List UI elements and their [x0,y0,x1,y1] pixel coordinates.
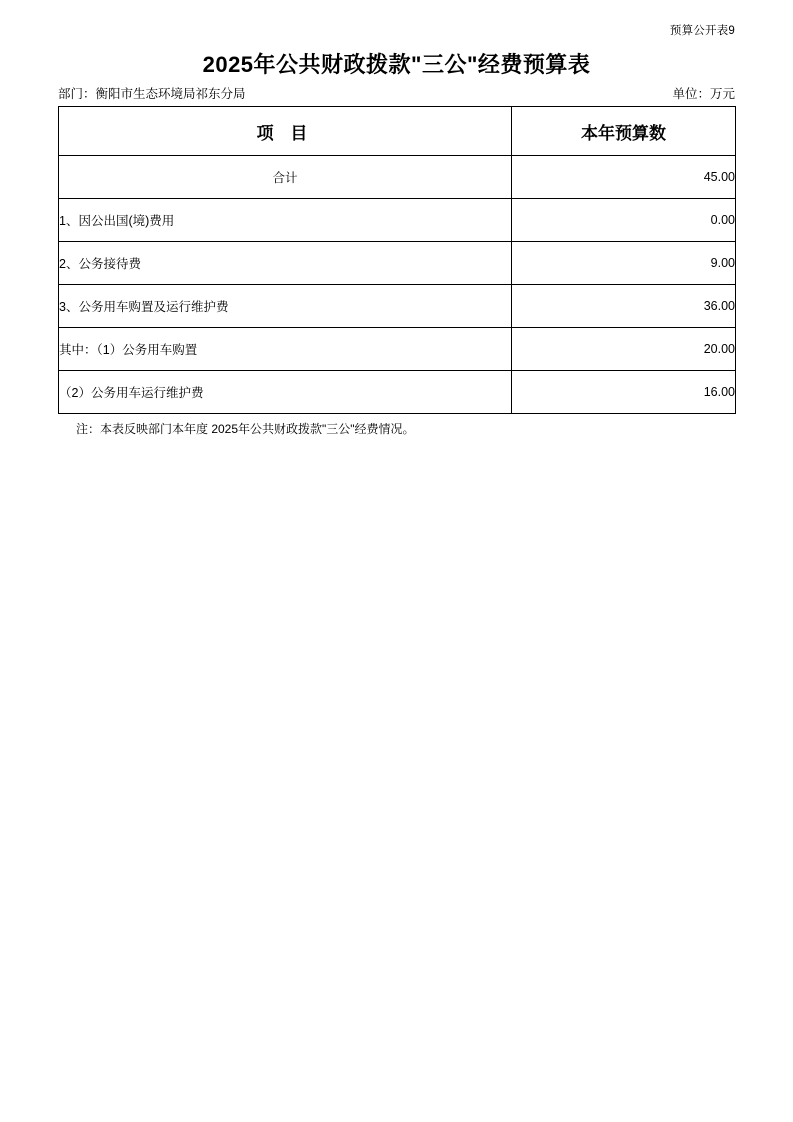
row-item-value: 36.00 [512,285,736,328]
row-item-label: （2）公务用车运行维护费 [59,371,512,414]
table-footnote: 注：本表反映部门本年度 2025年公共财政拨款"三公"经费情况。 [76,422,415,436]
row-item-value: 45.00 [512,156,736,199]
row-item-value: 9.00 [512,242,736,285]
subheader [58,84,735,102]
budget-table [58,106,736,414]
table-row [59,328,736,371]
column-header-item: 项 目 [59,107,512,156]
row-item-value: 0.00 [512,199,736,242]
table-row [59,156,736,199]
row-item-label: 1、因公出国(境)费用 [59,199,512,242]
row-item-value: 20.00 [512,328,736,371]
table-header-row [59,107,736,156]
table-row [59,242,736,285]
page-header-label: 预算公开表9 [669,25,735,37]
table-row [59,285,736,328]
department-label: 部门：衡阳市生态环境局祁东分局 [58,87,246,101]
row-item-value: 16.00 [512,371,736,414]
row-item-label: 合计 [59,156,512,199]
row-item-label: 2、公务接待费 [59,242,512,285]
unit-label: 单位：万元 [672,87,735,101]
row-item-label: 3、公务用车购置及运行维护费 [59,285,512,328]
table-row [59,371,736,414]
page-title: 2025年公共财政拨款"三公"经费预算表 [202,52,591,77]
row-item-label: 其中：（1）公务用车购置 [59,328,512,371]
table-row [59,199,736,242]
column-header-value: 本年预算数 [512,107,736,156]
